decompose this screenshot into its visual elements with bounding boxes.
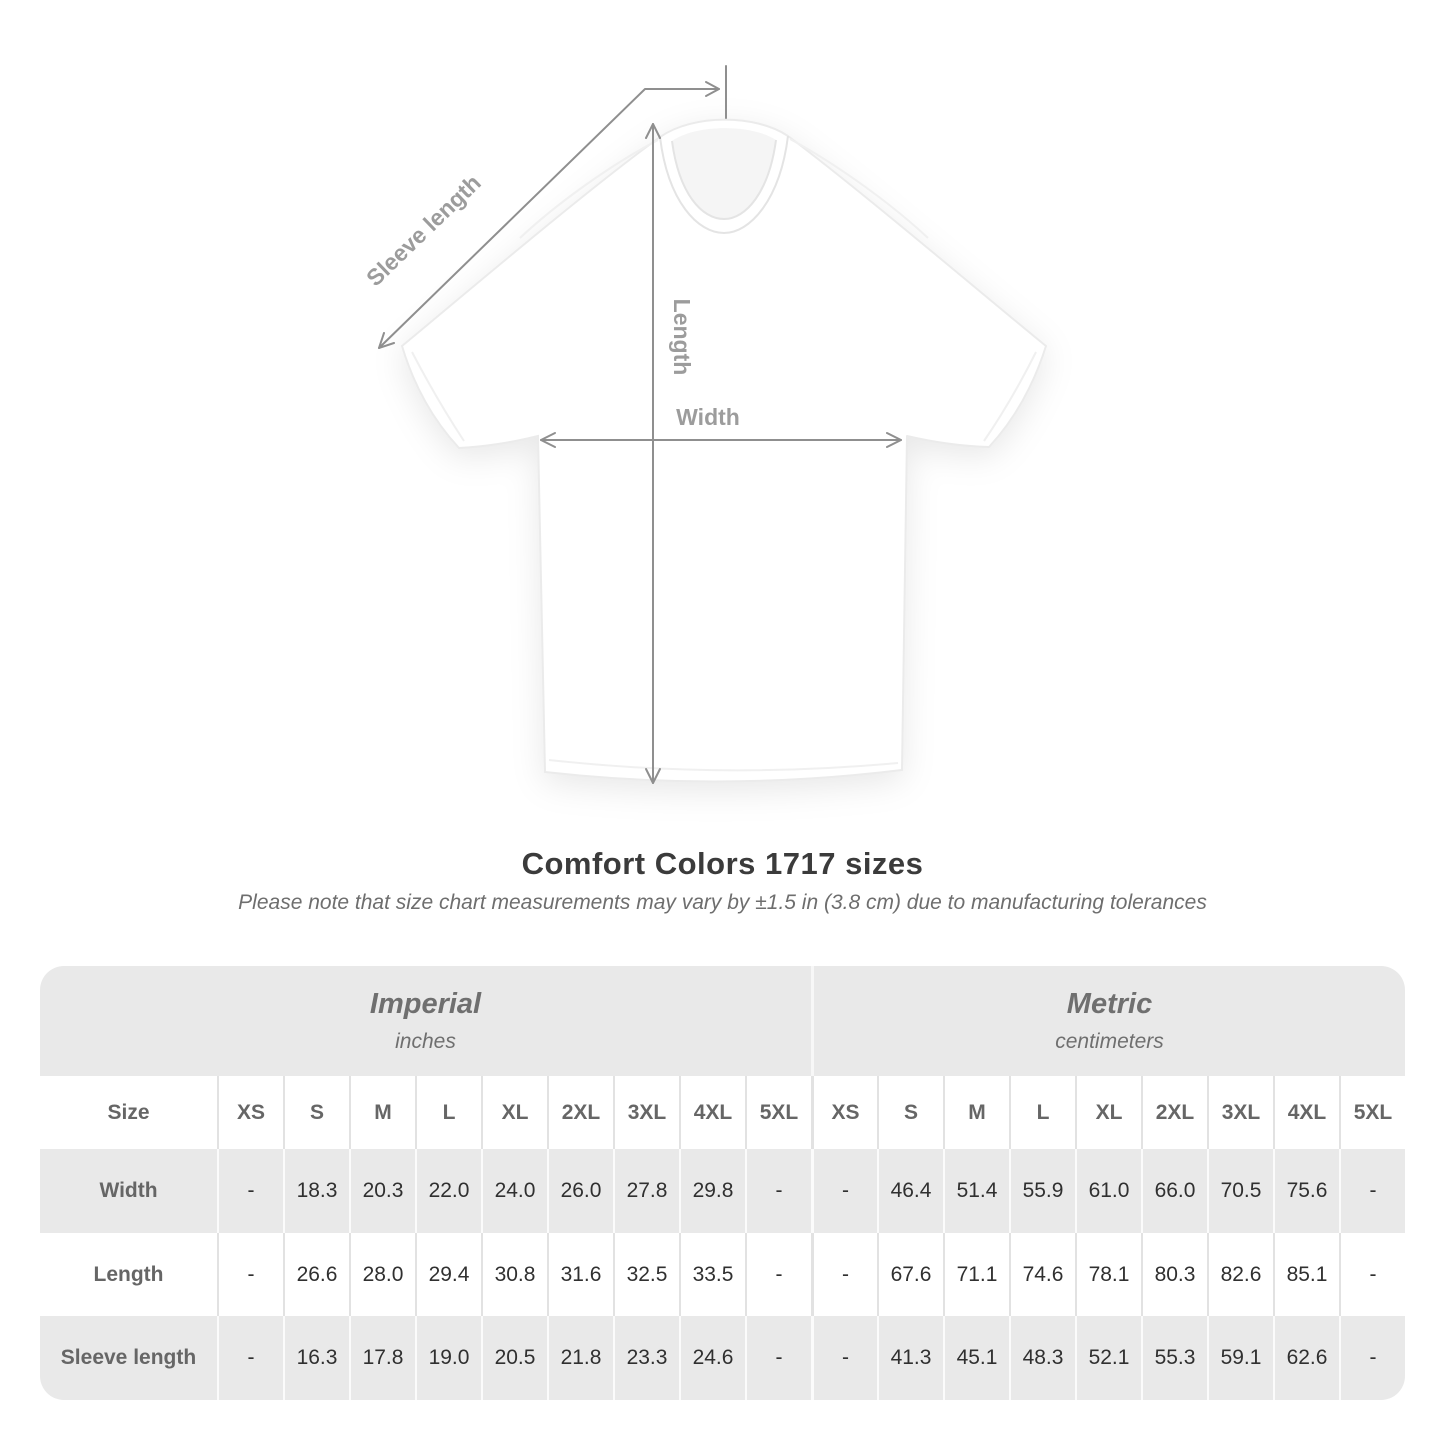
row-label: Width — [99, 1178, 158, 1202]
imperial-value-cell: 22.0 — [415, 1149, 481, 1233]
size-chart-table — [40, 966, 1405, 1400]
page-title: Comfort Colors 1717 sizes — [521, 846, 924, 881]
metric-value-cell: 78.1 — [1075, 1233, 1141, 1317]
imperial-value-cell: 20.3 — [349, 1149, 415, 1233]
metric-value-cell: 71.1 — [943, 1233, 1009, 1317]
metric-value-cell: 66.0 — [1141, 1149, 1207, 1233]
size-column-header: XL — [1075, 1076, 1141, 1149]
metric-value-cell: 67.6 — [877, 1233, 943, 1317]
metric-value-cell: 80.3 — [1141, 1233, 1207, 1317]
imperial-value-cell: - — [217, 1233, 283, 1317]
imperial-value-cell: 29.4 — [415, 1233, 481, 1317]
sleeve-length-row — [40, 1316, 1405, 1400]
size-column-header: XL — [481, 1076, 547, 1149]
size-column-header: 5XL — [745, 1076, 811, 1149]
metric-value-cell: 59.1 — [1207, 1316, 1273, 1400]
metric-value-cell: 41.3 — [877, 1316, 943, 1400]
imperial-value-cell: 24.0 — [481, 1149, 547, 1233]
imperial-value-cell: 16.3 — [283, 1316, 349, 1400]
imperial-value-cell: 26.6 — [283, 1233, 349, 1317]
metric-units: centimeters — [1055, 1030, 1164, 1053]
imperial-value-cell: 31.6 — [547, 1233, 613, 1317]
size-header-cell: Size — [107, 1100, 150, 1124]
size-column-header: 4XL — [679, 1076, 745, 1149]
metric-value-cell: - — [1339, 1233, 1405, 1317]
size-column-header: L — [1009, 1076, 1075, 1149]
size-column-header: 4XL — [1273, 1076, 1339, 1149]
metric-value-cell: 55.9 — [1009, 1149, 1075, 1233]
imperial-value-cell: 21.8 — [547, 1316, 613, 1400]
metric-title: Metric — [1066, 988, 1153, 1020]
metric-section-header — [811, 966, 1405, 1076]
size-column-header: 3XL — [1207, 1076, 1273, 1149]
imperial-value-cell: - — [745, 1233, 811, 1317]
size-column-header: S — [283, 1076, 349, 1149]
metric-value-cell: - — [1339, 1316, 1405, 1400]
size-column-header: M — [349, 1076, 415, 1149]
metric-value-cell: 48.3 — [1009, 1316, 1075, 1400]
imperial-value-cell: 30.8 — [481, 1233, 547, 1317]
length-label: Length — [669, 298, 695, 376]
imperial-value-cell: 24.6 — [679, 1316, 745, 1400]
imperial-units: inches — [395, 1030, 456, 1053]
metric-value-cell: 75.6 — [1273, 1149, 1339, 1233]
imperial-value-cell: 19.0 — [415, 1316, 481, 1400]
units-band — [40, 966, 1405, 1076]
imperial-value-cell: 17.8 — [349, 1316, 415, 1400]
size-column-header: 2XL — [547, 1076, 613, 1149]
imperial-title: Imperial — [369, 988, 482, 1020]
metric-value-cell: 61.0 — [1075, 1149, 1141, 1233]
table-rows — [40, 1076, 1405, 1400]
header-row — [40, 1076, 1405, 1149]
imperial-value-cell: 29.8 — [679, 1149, 745, 1233]
imperial-value-cell: 28.0 — [349, 1233, 415, 1317]
metric-value-cell: 82.6 — [1207, 1233, 1273, 1317]
metric-value-cell: 74.6 — [1009, 1233, 1075, 1317]
imperial-value-cell: - — [745, 1316, 811, 1400]
imperial-value-cell: 33.5 — [679, 1233, 745, 1317]
size-column-header: XS — [217, 1076, 283, 1149]
metric-value-cell: 46.4 — [877, 1149, 943, 1233]
size-column-header: 3XL — [613, 1076, 679, 1149]
metric-value-cell: 70.5 — [1207, 1149, 1273, 1233]
imperial-section-header — [40, 966, 811, 1076]
tolerance-note: Please note that size chart measurements may vary by ±1.5 in (3.8 cm) due to manufacturing tolerances — [238, 891, 1207, 914]
metric-value-cell: - — [811, 1149, 877, 1233]
size-column-header: M — [943, 1076, 1009, 1149]
width-row — [40, 1149, 1405, 1233]
imperial-value-cell: 32.5 — [613, 1233, 679, 1317]
imperial-value-cell: 23.3 — [613, 1316, 679, 1400]
sleeve-length-label: Sleeve length — [361, 169, 486, 292]
size-column-header: S — [877, 1076, 943, 1149]
width-label: Width — [676, 404, 740, 430]
metric-value-cell: 55.3 — [1141, 1316, 1207, 1400]
metric-value-cell: 62.6 — [1273, 1316, 1339, 1400]
metric-value-cell: - — [1339, 1149, 1405, 1233]
row-label: Length — [93, 1262, 164, 1286]
imperial-value-cell: - — [745, 1149, 811, 1233]
metric-value-cell: - — [811, 1233, 877, 1317]
imperial-value-cell: 27.8 — [613, 1149, 679, 1233]
size-column-header: XS — [811, 1076, 877, 1149]
imperial-value-cell: - — [217, 1149, 283, 1233]
imperial-value-cell: 18.3 — [283, 1149, 349, 1233]
size-column-header: L — [415, 1076, 481, 1149]
size-column-header: 5XL — [1339, 1076, 1405, 1149]
metric-value-cell: - — [811, 1316, 877, 1400]
imperial-value-cell: - — [217, 1316, 283, 1400]
metric-value-cell: 52.1 — [1075, 1316, 1141, 1400]
imperial-value-cell: 26.0 — [547, 1149, 613, 1233]
metric-value-cell: 51.4 — [943, 1149, 1009, 1233]
size-column-header: 2XL — [1141, 1076, 1207, 1149]
imperial-value-cell: 20.5 — [481, 1316, 547, 1400]
length-row — [40, 1233, 1405, 1317]
metric-value-cell: 45.1 — [943, 1316, 1009, 1400]
row-label: Sleeve length — [60, 1346, 197, 1370]
metric-value-cell: 85.1 — [1273, 1233, 1339, 1317]
